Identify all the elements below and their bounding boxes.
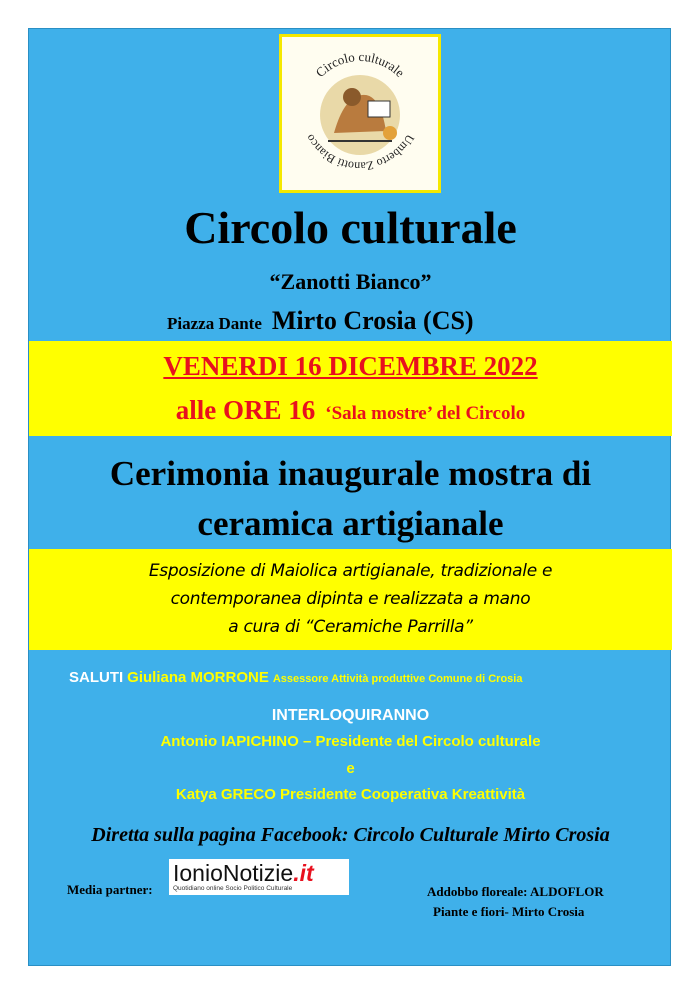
greetings	[69, 669, 522, 687]
speakers-heading: INTERLOQUIRANNO	[271, 707, 430, 724]
page-title: Circolo culturale	[184, 202, 517, 253]
exhibition-line-3: a cura di “Ceramiche Parrilla”	[228, 617, 473, 637]
address-street: Piazza Dante	[167, 314, 262, 333]
poster	[28, 28, 671, 966]
floral-line-2: Piante e fiori- Mirto Crosia	[433, 904, 585, 919]
live-stream-notice: Diretta sulla pagina Facebook: Circolo Culturale Mirto Crosia	[91, 824, 610, 846]
ceremony-line-2: ceramica artigianale	[197, 504, 504, 543]
event-time: alle ORE 16	[175, 395, 316, 425]
media-partner-label: Media partner:	[67, 882, 153, 897]
club-subtitle: “Zanotti Bianco”	[269, 269, 432, 294]
speaker-conjunction: e	[346, 760, 355, 777]
exhibition-band	[29, 549, 672, 650]
event-date: VENERDI 16 DICEMBRE 2022	[163, 351, 538, 381]
event-place: ‘Sala mostre’ del Circolo	[325, 403, 526, 424]
address	[167, 306, 474, 336]
speaker-1: Antonio IAPICHINO – Presidente del Circolo culturale	[160, 733, 541, 750]
floral-line-1: Addobbo floreale: ALDOFLOR	[427, 884, 604, 899]
ceremony-line-1: Cerimonia inaugurale mostra di	[109, 454, 592, 493]
address-town: Mirto Crosia (CS)	[271, 306, 474, 335]
media-partner-logo	[169, 859, 349, 895]
logo-ring-text-bottom: Umberto Zanotti Bianco	[302, 131, 418, 174]
greetings-name: Giuliana MORRONE	[127, 669, 269, 686]
exhibition-line-1: Esposizione di Maiolica artigianale, tradizionale e	[148, 561, 553, 581]
exhibition-description	[29, 557, 672, 641]
date-band	[29, 341, 672, 436]
greetings-label: SALUTI	[69, 669, 124, 686]
club-logo	[279, 34, 441, 193]
greetings-role: Assessore Attività produttive Comune di Crosia	[272, 673, 523, 685]
speaker-2: Katya GRECO Presidente Cooperativa Kreattività	[175, 786, 526, 803]
media-partner-brand: IonioNotizie.it	[173, 860, 314, 886]
media-partner-tagline: Quotidiano online Socio Politico Culturale	[173, 885, 293, 892]
logo-ring-text-top: Circolo culturale	[312, 48, 408, 81]
event-time-place	[29, 395, 672, 426]
ceremony-heading	[29, 449, 672, 549]
floral-sponsor	[427, 882, 604, 922]
exhibition-line-2: contemporanea dipinta e realizzata a mano	[170, 589, 531, 609]
